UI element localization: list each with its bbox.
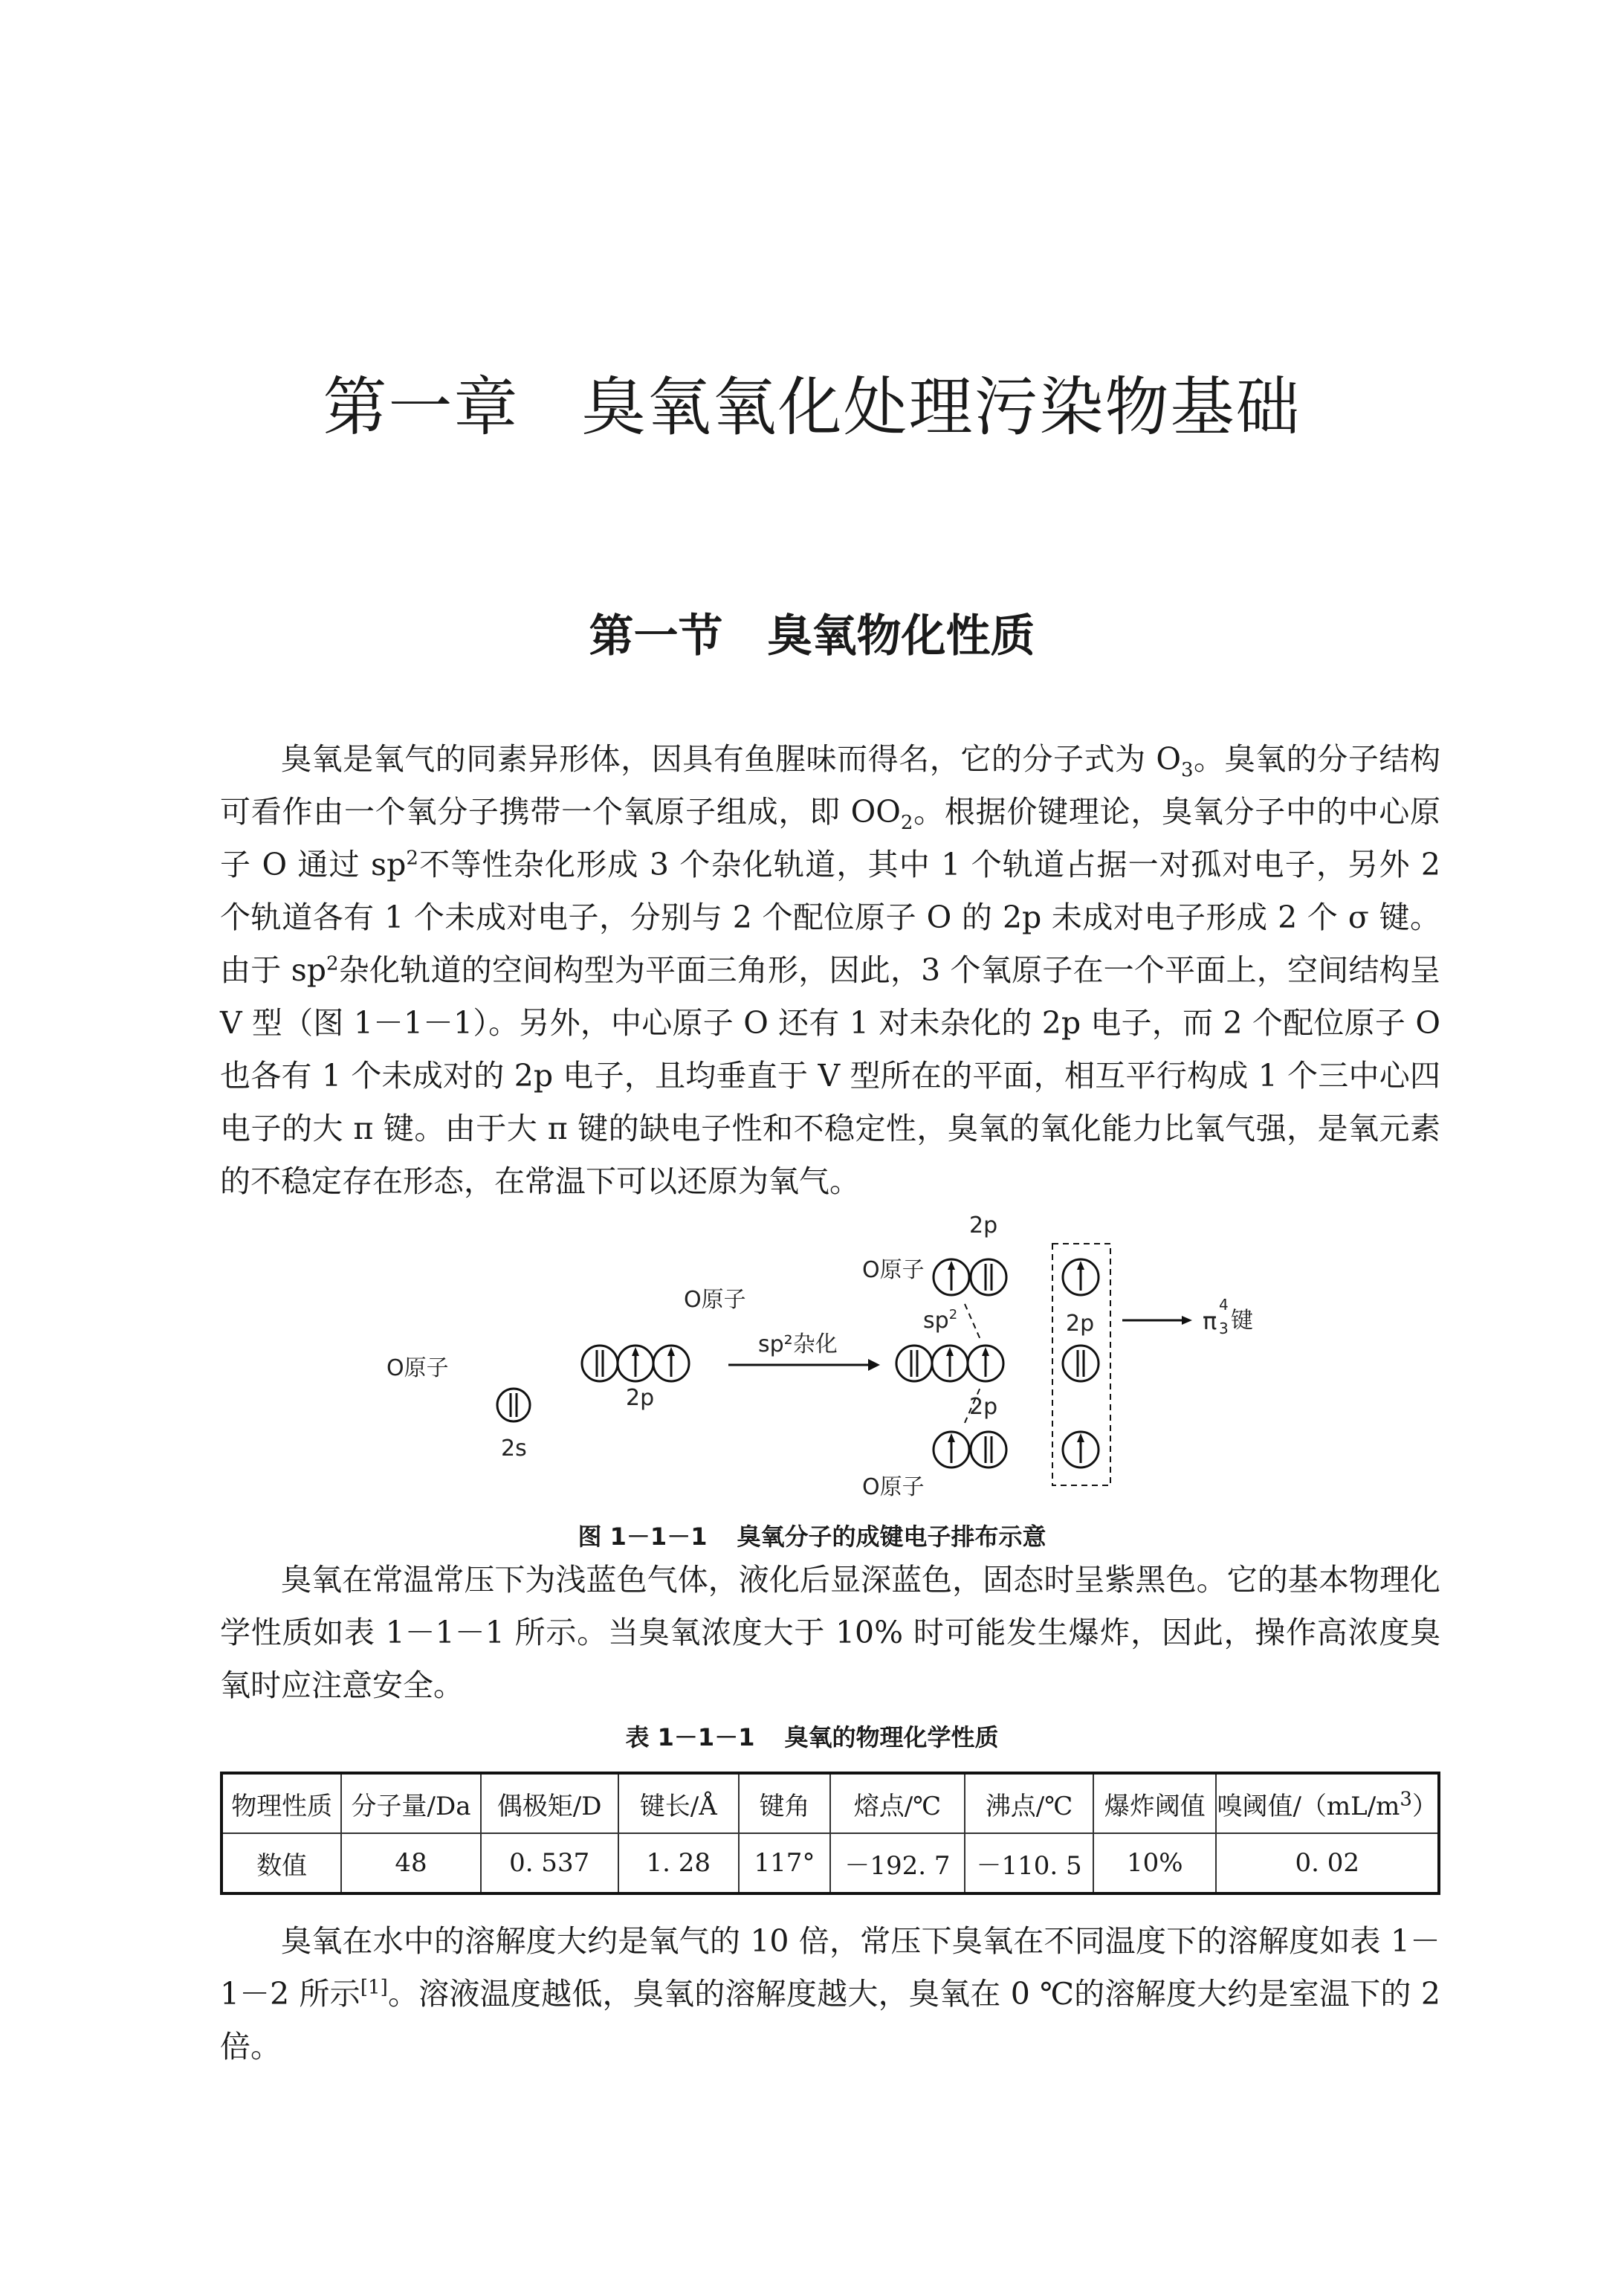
section-title <box>0 601 1624 665</box>
orbital-diagram <box>372 1203 1308 1500</box>
subscript: 2 <box>900 812 913 835</box>
figure-caption-number: 图 1－1－1 <box>578 1522 708 1551</box>
table-cell: －110. 5 <box>965 1833 1093 1893</box>
table-header-cell: 爆炸阈值 <box>1093 1773 1216 1833</box>
table-header-cell: 物理性质 <box>221 1773 341 1833</box>
table-header-cell: 偶极矩/D <box>481 1773 618 1833</box>
label-2s: 2s <box>501 1436 527 1462</box>
table-header-cell: 熔点/℃ <box>830 1773 965 1833</box>
label-o-atom-left: O原子 <box>386 1355 449 1381</box>
section-name: 臭氧物化性质 <box>767 610 1035 662</box>
figure-caption-text: 臭氧分子的成键电子排布示意 <box>737 1522 1046 1551</box>
label-2p-left: 2p <box>626 1385 655 1411</box>
text-run: 臭氧在水中的溶解度大约是氧气的 10 倍，常压下臭氧在不同温度下的溶解度如表 1－1－2 所示 <box>220 1923 1440 2012</box>
text-run: 。臭氧的分子结构可看作由一个氧分子携带一个氧原子组成，即 OO <box>220 741 1440 830</box>
paragraph-solubility <box>220 1915 1440 2073</box>
properties-table <box>220 1772 1440 1895</box>
chapter-number: 第一章 <box>323 370 520 445</box>
label-o-atom-mid: O原子 <box>684 1287 746 1313</box>
text-run: 臭氧是氧气的同素异形体，因具有鱼腥味而得名，它的分子式为 O <box>281 741 1181 777</box>
text-run: 杂化轨道的空间构型为平面三角形，因此，3 个氧原子在一个平面上，空间结构呈 V 型（图 1－1－1）。另外，中心原子 O 还有 1 对未杂化的 2p 电子，而 2 个配位原子 O 也各有 1 个未成对的 2p 电子，且均垂直于 V 型所在的平面，相互平行构成 1 个三中心四电子的大 π 键。由于大 π 键的缺电子性和不稳定性，臭氧的氧化能力比氧气强，是氧元素的不稳定存在形态，在常温下可以还原为氧气。 <box>220 952 1440 1199</box>
table-cell: 1. 28 <box>618 1833 739 1893</box>
label-2p-top: 2p <box>969 1212 998 1239</box>
label-bond: 键 <box>1231 1308 1253 1334</box>
table-header-cell: 键角 <box>739 1773 830 1833</box>
text-run: 。溶液温度越低，臭氧的溶解度越大，臭氧在 0 ℃的溶解度大约是室温下的 2 倍。 <box>220 1976 1440 2064</box>
table-cell: 数值 <box>221 1833 341 1893</box>
figure-caption <box>0 1518 1624 1552</box>
paragraph-physical: 臭氧在常温常压下为浅蓝色气体，液化后显深蓝色，固态时呈紫黑色。它的基本物理化学性质如表 1－1－1 所示。当臭氧浓度大于 10% 时可能发生爆炸，因此，操作高浓度臭氧时应注意安全。 <box>220 1562 1440 1703</box>
label-2p-bottom: 2p <box>969 1394 998 1420</box>
subscript: 3 <box>1180 759 1194 782</box>
chapter-name: 臭氧氧化处理污染物基础 <box>581 370 1301 445</box>
table-header-cell: 沸点/℃ <box>965 1773 1093 1833</box>
table-cell: －192. 7 <box>830 1833 965 1893</box>
label-o-atom-bottom: O原子 <box>862 1474 925 1500</box>
table-header-row <box>221 1773 1439 1833</box>
table-cell: 117° <box>739 1833 830 1893</box>
superscript: 2 <box>406 847 418 870</box>
table-cell: 0. 537 <box>481 1833 618 1893</box>
table-header-cell: 嗅阈值$/(mL/m^3)$ <box>1216 1773 1439 1833</box>
label-pi-sup: 4 <box>1219 1296 1229 1314</box>
table-cell: 10% <box>1093 1833 1216 1893</box>
label-sp2-hybridization: sp²杂化 <box>758 1331 838 1357</box>
section-number: 第一节 <box>589 610 723 662</box>
label-pi-bond: π <box>1203 1307 1217 1335</box>
table-caption <box>0 1719 1624 1753</box>
paragraph-structure <box>220 733 1440 1208</box>
reference-marker: [1] <box>360 1976 388 1999</box>
text-run: 不等性杂化形成 3 个杂化轨道，其中 1 个轨道占据一对孤对电子，另外 2 个轨道各有 1 个未成对电子，分别与 2 个配位原子 O 的 2p 未成对电子形成 2 个 σ 键。由于 sp <box>220 847 1441 988</box>
label-o-atom-top: O原子 <box>862 1257 925 1283</box>
superscript: 2 <box>326 952 339 975</box>
label-2p-column: 2p <box>1066 1311 1095 1337</box>
table-row <box>221 1833 1439 1893</box>
label-pi-sub: 3 <box>1219 1320 1229 1337</box>
table-cell: 48 <box>341 1833 480 1893</box>
table-caption-number: 表 1－1－1 <box>625 1723 755 1751</box>
table-cell: 0. 02 <box>1216 1833 1439 1893</box>
table-header-cell: 分子量/Da <box>341 1773 480 1833</box>
text-run: 。根据价键理论，臭氧分子中的中心原子 O 通过 sp <box>220 794 1440 882</box>
table-caption-text: 臭氧的物理化学性质 <box>784 1723 999 1751</box>
label-sp2: $sp^2$ <box>923 1307 958 1334</box>
chapter-title <box>0 355 1624 448</box>
table-header-cell: 键长/Å <box>618 1773 739 1833</box>
